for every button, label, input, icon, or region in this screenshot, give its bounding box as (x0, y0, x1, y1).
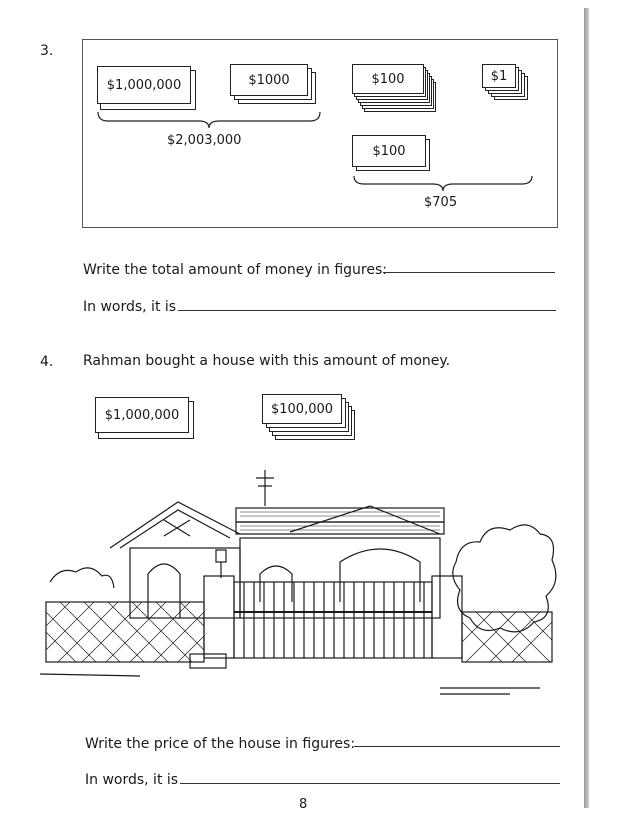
note-100-second: $100 (352, 135, 426, 167)
q4-figures-prompt: Write the price of the house in figures: (85, 736, 356, 752)
question-4-number: 4. (40, 354, 54, 370)
q3-words-answer-line[interactable] (178, 310, 556, 311)
note-1: $1 (482, 64, 516, 88)
house-illustration (40, 462, 560, 702)
note-1000: $1000 (230, 64, 308, 96)
question-4-text: Rahman bought a house with this amount of money. (83, 353, 451, 369)
note-1000000: $1,000,000 (97, 66, 191, 104)
q4-words-prompt: In words, it is (85, 772, 179, 788)
note-100: $100 (352, 64, 424, 94)
brace-left-total: $2,003,000 (167, 133, 242, 148)
page-edge-shadow (584, 8, 589, 808)
brace-left (96, 110, 322, 130)
question-3-number: 3. (40, 43, 54, 59)
q4-figures-answer-line[interactable] (354, 746, 560, 747)
brace-right (352, 174, 534, 194)
q3-figures-answer-line[interactable] (383, 272, 555, 273)
q3-words-prompt: In words, it is (83, 299, 177, 315)
brace-right-total: $705 (424, 195, 458, 210)
q4-note-1000000: $1,000,000 (95, 397, 189, 433)
q4-words-answer-line[interactable] (180, 783, 560, 784)
q3-figures-prompt: Write the total amount of money in figures: (83, 262, 388, 278)
q4-note-100000: $100,000 (262, 394, 342, 424)
page-number: 8 (299, 797, 308, 812)
